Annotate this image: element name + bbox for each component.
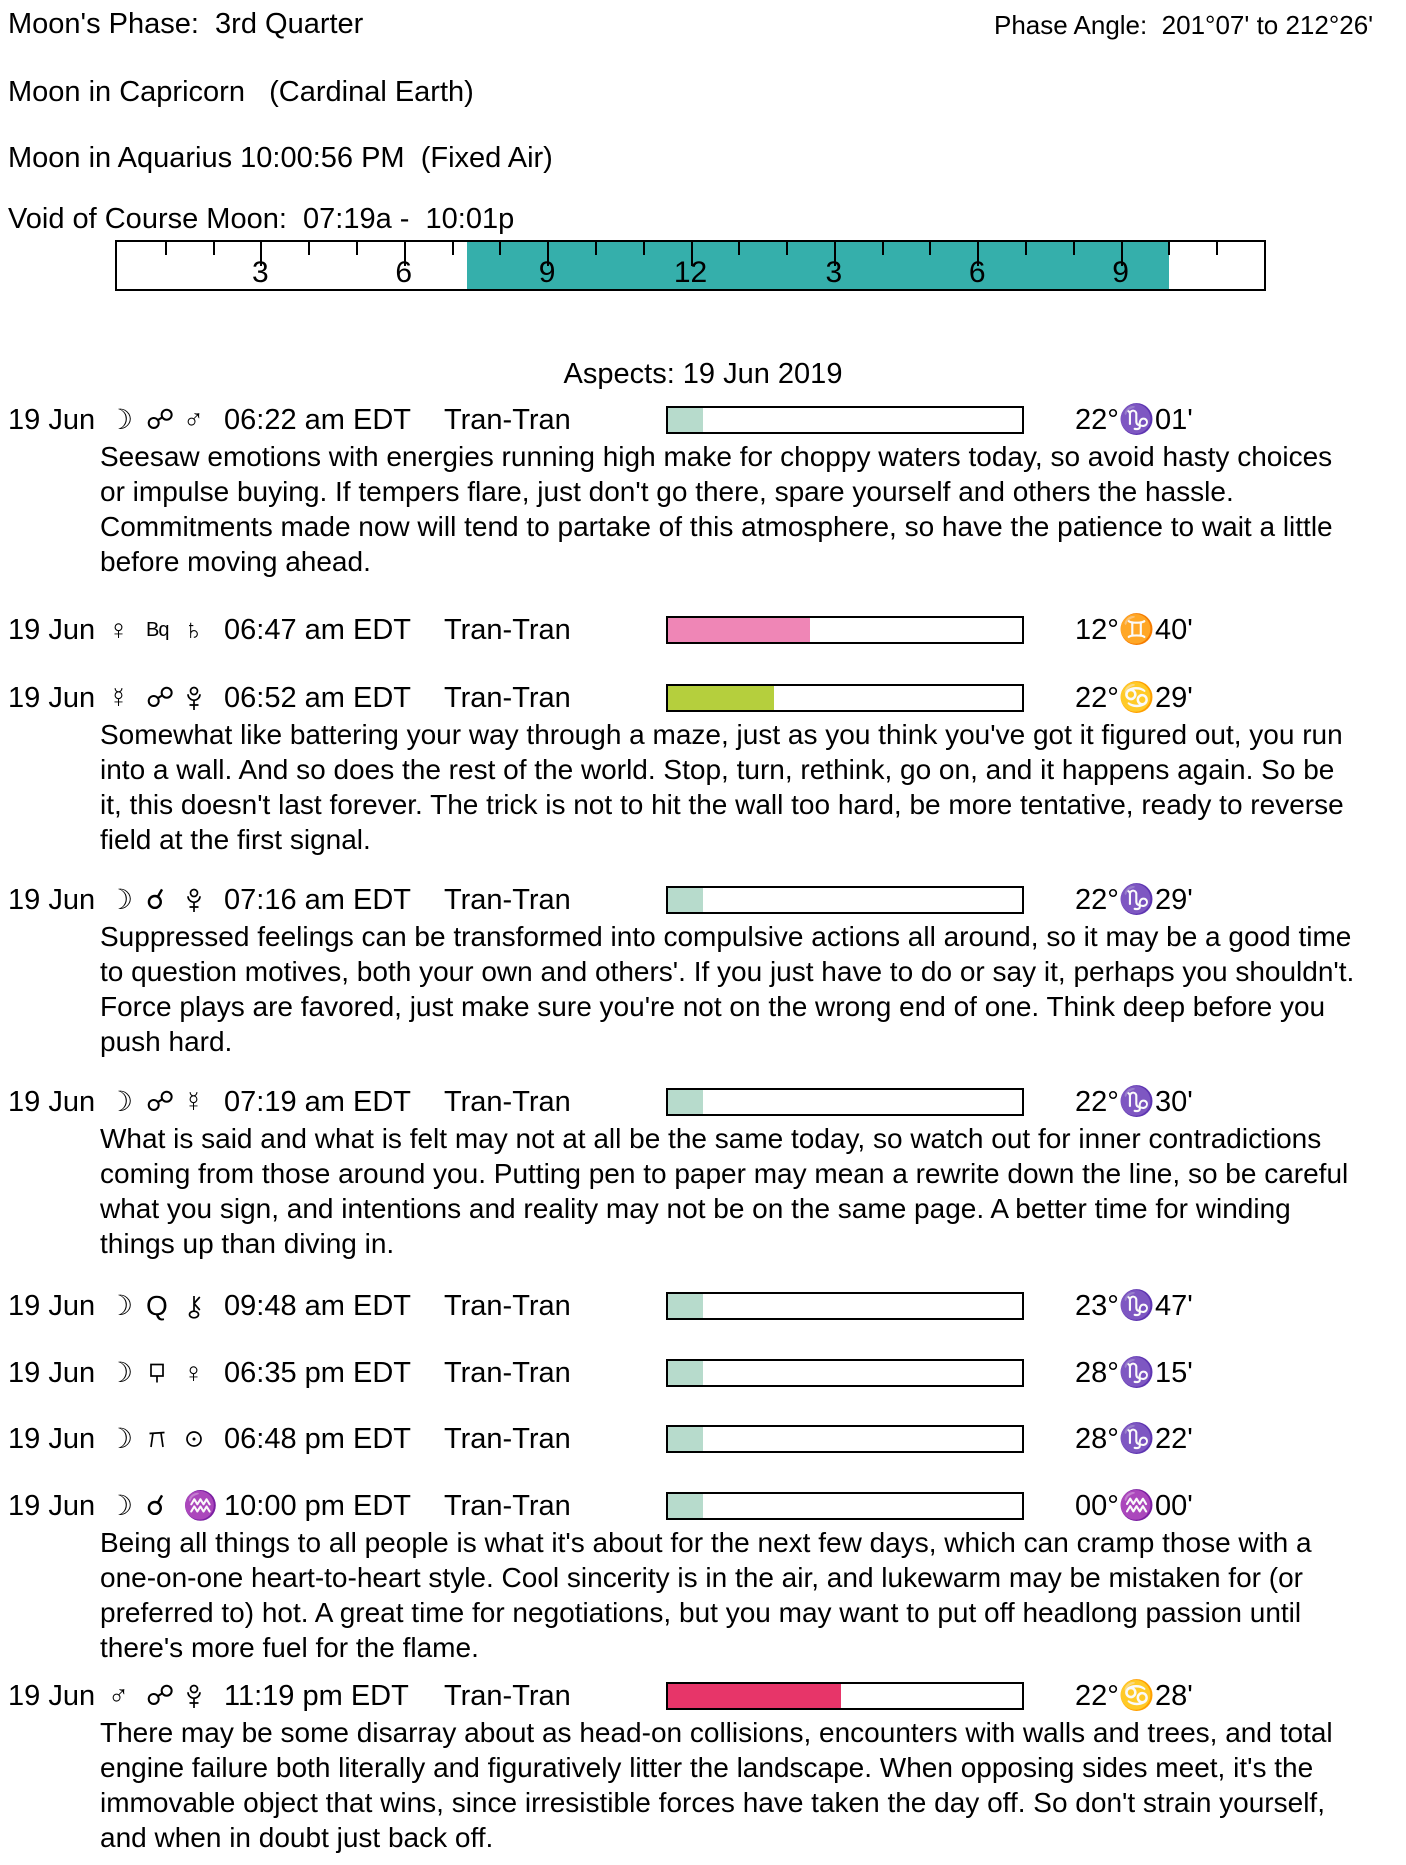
timeline-tick bbox=[1025, 242, 1027, 255]
aspect-degree: 22°♑29' bbox=[1075, 884, 1193, 916]
venus-icon: ♀ bbox=[183, 1357, 204, 1388]
aspect-degree: 00°♒00' bbox=[1075, 1490, 1193, 1522]
aspect-type: Tran-Tran bbox=[444, 1357, 571, 1389]
pluto-icon bbox=[183, 882, 205, 918]
aspect-description: Seesaw emotions with energies running high make for choppy waters today, so avoid hasty choices or impulse buying. If tempers flare, just don't go there, spare yourself and others the hassle. Commitments made now will tend to partake of this atmosphere, so have the patience to wait a little before moving ahead. bbox=[100, 441, 1333, 577]
bar-fill bbox=[668, 1684, 841, 1708]
aspect-type: Tran-Tran bbox=[444, 614, 571, 646]
moon-icon: ☽ bbox=[108, 404, 134, 435]
aspect-time: 07:19 am EDT bbox=[224, 1086, 411, 1118]
sun-icon bbox=[183, 1421, 205, 1457]
aspect-date: 19 Jun bbox=[8, 614, 96, 646]
timeline-tick bbox=[452, 242, 454, 255]
biquintile-icon: Bq bbox=[146, 619, 169, 641]
aspect-degree: 22°♑01' bbox=[1075, 404, 1193, 436]
aspect-description: Being all things to all people is what it's about for the next few days, which can cramp those with a one-on-one heart-to-heart style. Cool sincerity is in the air, and lukewarm may be mistaken for (or preferred to) hot. A great time for negotiations, but you may want to put off headlong passion until there's more fuel for the flame. bbox=[100, 1527, 1312, 1663]
aspect-row bbox=[0, 612, 1406, 648]
aspect-type: Tran-Tran bbox=[444, 404, 571, 436]
timeline-tick bbox=[165, 242, 167, 255]
aspect-degree: 28°♑15' bbox=[1075, 1357, 1193, 1389]
aspect-row bbox=[0, 1355, 1406, 1391]
aspect-type: Tran-Tran bbox=[444, 1290, 571, 1322]
timeline-hour-label: 9 bbox=[538, 256, 556, 289]
venus-icon: ♀ bbox=[108, 614, 129, 645]
timeline-tick bbox=[929, 242, 931, 255]
aspect-description: There may be some disarray about as head-on collisions, encounters with walls and trees, and total engine failure both literally and figuratively litter the landscape. When opposing sides meet, it's the immovable object that wins, since irresistible forces have taken the day off. So don't strain yourself, and when in doubt just back off. bbox=[100, 1717, 1333, 1853]
moons-phase-line: Moon's Phase: 3rd Quarter bbox=[8, 8, 364, 40]
quincunx-icon bbox=[146, 1421, 168, 1457]
conjunction-icon: ☌ bbox=[146, 884, 165, 915]
aspect-date: 19 Jun bbox=[8, 1680, 96, 1712]
void-of-course-line: Void of Course Moon: 07:19a - 10:01p bbox=[8, 203, 515, 235]
aspect-row bbox=[0, 1084, 1406, 1120]
aspect-time: 10:00 pm EDT bbox=[224, 1490, 411, 1522]
sesquiquadrate-icon bbox=[146, 1355, 168, 1391]
moon-icon: ☽ bbox=[108, 1423, 134, 1454]
aspect-degree: 22°♋29' bbox=[1075, 682, 1193, 714]
aspect-date: 19 Jun bbox=[8, 682, 96, 714]
aspect-type: Tran-Tran bbox=[444, 682, 571, 714]
aspect-type: Tran-Tran bbox=[444, 1490, 571, 1522]
timeline-tick bbox=[738, 242, 740, 255]
bar-fill bbox=[668, 1294, 703, 1318]
aspect-row bbox=[0, 680, 1406, 716]
aspect-description: Suppressed feelings can be transformed into compulsive actions all around, so it may be a good time to question motives, both your own and others'. If you just have to do or say it, perhaps you shouldn't. Force plays are favored, just make sure you're not on the wrong end of one. Think deep before you push hard. bbox=[100, 921, 1355, 1057]
timeline-tick bbox=[308, 242, 310, 255]
phase-angle-line: Phase Angle: 201°07' to 212°26' bbox=[994, 10, 1374, 40]
aspect-time: 11:19 pm EDT bbox=[224, 1680, 409, 1712]
timeline-tick bbox=[786, 242, 788, 255]
mars-icon: ♂ bbox=[108, 1680, 129, 1711]
aspect-row bbox=[0, 1288, 1406, 1324]
aspect-strength-bar bbox=[666, 406, 1024, 434]
aspect-time: 06:47 am EDT bbox=[224, 614, 411, 646]
aspect-strength-bar bbox=[666, 684, 1024, 712]
aspect-strength-bar bbox=[666, 886, 1024, 914]
moon-icon: ☽ bbox=[108, 1490, 134, 1521]
moon-icon: ☽ bbox=[108, 1290, 134, 1321]
bar-fill bbox=[668, 686, 774, 710]
bar-fill bbox=[668, 1494, 703, 1518]
aspect-type: Tran-Tran bbox=[444, 1423, 571, 1455]
timeline-hour-label: 3 bbox=[825, 256, 843, 289]
aspect-time: 09:48 am EDT bbox=[224, 1290, 411, 1322]
aspect-type: Tran-Tran bbox=[444, 1680, 571, 1712]
timeline-hour-label: 6 bbox=[395, 256, 413, 289]
aspect-date: 19 Jun bbox=[8, 404, 96, 436]
aspect-description: What is said and what is felt may not at all be the same today, so watch out for inner contradictions coming from those around you. Putting pen to paper may mean a rewrite down the line, so be careful what you sign, and intentions and reality may not be on the same page. A better time for winding things up than diving in. bbox=[100, 1123, 1349, 1259]
moon-icon: ☽ bbox=[108, 1086, 134, 1117]
aspect-strength-bar bbox=[666, 1292, 1024, 1320]
aspect-row bbox=[0, 882, 1406, 918]
aspect-strength-bar bbox=[666, 1359, 1024, 1387]
timeline-hour-label: 12 bbox=[673, 256, 708, 289]
bar-fill bbox=[668, 888, 703, 912]
void-of-course-timeline bbox=[115, 240, 1266, 291]
opposition-icon: ☍ bbox=[146, 404, 175, 435]
aspect-date: 19 Jun bbox=[8, 1086, 96, 1118]
aspect-row bbox=[0, 1678, 1406, 1714]
timeline-tick bbox=[1168, 242, 1170, 255]
moon-icon: ☽ bbox=[108, 884, 134, 915]
aspect-strength-bar bbox=[666, 1682, 1024, 1710]
aspect-date: 19 Jun bbox=[8, 1423, 96, 1455]
timeline-tick bbox=[595, 242, 597, 255]
aspect-time: 06:22 am EDT bbox=[224, 404, 411, 436]
aspects-title: Aspects: 19 Jun 2019 bbox=[563, 358, 843, 390]
moon-in-sign-line: Moon in Capricorn (Cardinal Earth) bbox=[8, 76, 474, 108]
aspect-degree: 28°♑22' bbox=[1075, 1423, 1193, 1455]
aspect-date: 19 Jun bbox=[8, 884, 96, 916]
aspect-description: Somewhat like battering your way through a maze, just as you think you've got it figured out, you run into a wall. And so does the rest of the world. Stop, turn, rethink, go on, and it happens again. So be it, this doesn't last forever. The trick is not to hit the wall too hard, be more tentative, ready to reverse field at the first signal. bbox=[100, 719, 1344, 855]
chiron-icon bbox=[183, 1288, 205, 1324]
aspect-row bbox=[0, 1421, 1406, 1457]
aspect-date: 19 Jun bbox=[8, 1490, 96, 1522]
timeline-hour-label: 6 bbox=[968, 256, 986, 289]
aspect-row bbox=[0, 402, 1406, 438]
timeline-tick bbox=[213, 242, 215, 255]
aspect-type: Tran-Tran bbox=[444, 884, 571, 916]
mercury-icon: ☿ bbox=[108, 682, 129, 713]
opposition-icon: ☍ bbox=[146, 682, 175, 713]
mercury-icon: ☿ bbox=[183, 1086, 204, 1117]
quintile-icon: Q bbox=[146, 1290, 168, 1321]
aspect-degree: 22°♑30' bbox=[1075, 1086, 1193, 1118]
bar-fill bbox=[668, 1361, 703, 1385]
timeline-tick bbox=[643, 242, 645, 255]
aquarius-icon: ♒ bbox=[183, 1490, 218, 1521]
aspect-degree: 23°♑47' bbox=[1075, 1290, 1193, 1322]
aspect-date: 19 Jun bbox=[8, 1357, 96, 1389]
aspect-degree: 22°♋28' bbox=[1075, 1680, 1193, 1712]
aspect-time: 06:48 pm EDT bbox=[224, 1423, 411, 1455]
pluto-icon bbox=[183, 680, 205, 716]
timeline-hour-label: 3 bbox=[252, 256, 269, 289]
bar-fill bbox=[668, 1427, 703, 1451]
timeline-tick bbox=[1216, 242, 1218, 255]
timeline-tick bbox=[1073, 242, 1075, 255]
aspect-strength-bar bbox=[666, 1088, 1024, 1116]
void-period-fill bbox=[467, 242, 1170, 289]
aspect-time: 07:16 am EDT bbox=[224, 884, 411, 916]
opposition-icon: ☍ bbox=[146, 1680, 175, 1711]
aspect-degree: 12°♊40' bbox=[1075, 614, 1193, 646]
timeline-tick bbox=[356, 242, 358, 255]
aspect-strength-bar bbox=[666, 1425, 1024, 1453]
timeline-tick bbox=[882, 242, 884, 255]
moon-ingress-line: Moon in Aquarius 10:00:56 PM (Fixed Air) bbox=[8, 142, 553, 174]
aspect-time: 06:35 pm EDT bbox=[224, 1357, 411, 1389]
moon-icon: ☽ bbox=[108, 1357, 134, 1388]
bar-fill bbox=[668, 408, 703, 432]
timeline-hour-label: 9 bbox=[1112, 256, 1129, 289]
aspect-row bbox=[0, 1488, 1406, 1524]
aspect-date: 19 Jun bbox=[8, 1290, 96, 1322]
saturn-icon: ♄ bbox=[183, 614, 204, 645]
timeline-tick bbox=[499, 242, 501, 255]
bar-fill bbox=[668, 618, 810, 642]
aspect-type: Tran-Tran bbox=[444, 1086, 571, 1118]
aspect-strength-bar bbox=[666, 1492, 1024, 1520]
aspect-time: 06:52 am EDT bbox=[224, 682, 411, 714]
conjunction-icon: ☌ bbox=[146, 1490, 165, 1521]
pluto-icon bbox=[183, 1678, 205, 1714]
bar-fill bbox=[668, 1090, 703, 1114]
opposition-icon: ☍ bbox=[146, 1086, 175, 1117]
aspect-strength-bar bbox=[666, 616, 1024, 644]
mars-icon: ♂ bbox=[183, 404, 204, 435]
